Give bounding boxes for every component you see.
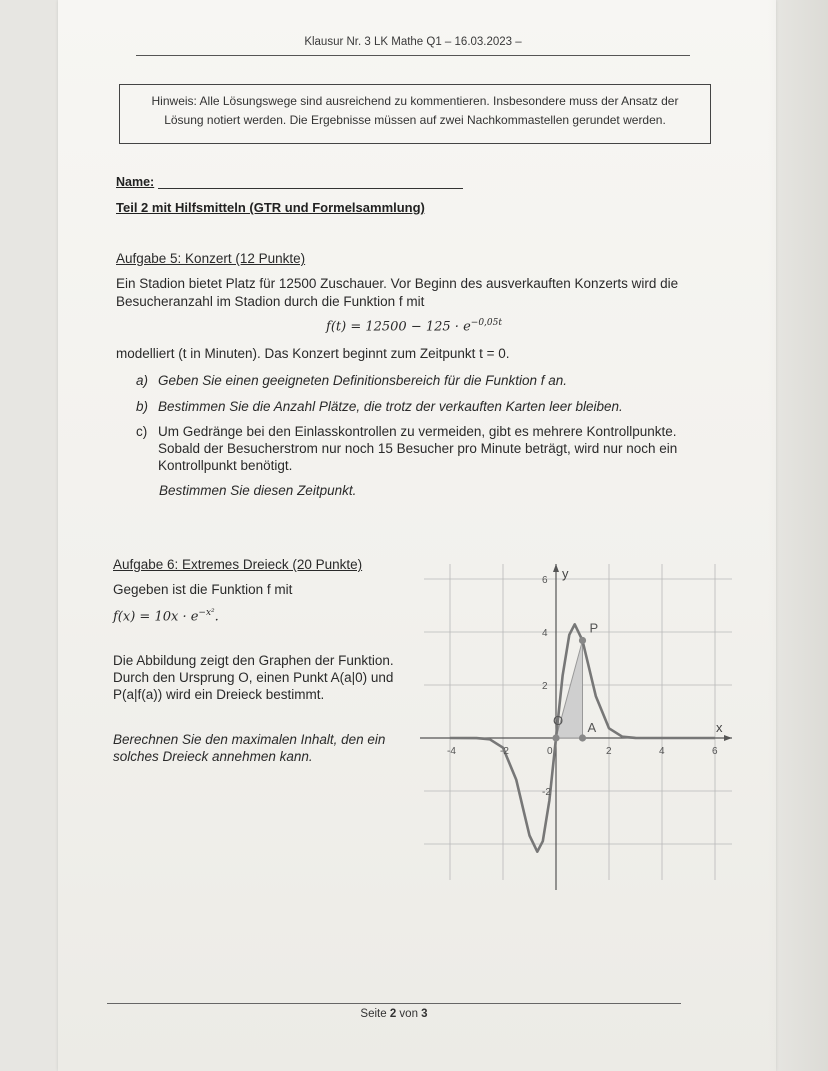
footer-mid: von (396, 1008, 422, 1020)
y-tick-label: 4 (542, 628, 548, 639)
task5-formula (0, 318, 828, 334)
point-label-p: P (589, 620, 599, 636)
task5-model-text: modelliert (t in Minuten). Das Konzert beginnt zum Zeitpunkt t = 0. (116, 346, 510, 361)
y-tick-label: 2 (542, 681, 548, 692)
task6-given: Gegeben ist die Funktion f mit (113, 582, 293, 597)
task5-formula-exponent: −0,05t (470, 318, 502, 328)
x-tick-label: 4 (659, 746, 665, 757)
x-tick-label: -2 (500, 746, 509, 757)
y-axis-arrow (553, 564, 559, 572)
task5-b-text: Bestimmen Sie die Anzahl Plätze, die trotz der verkauften Karten leer bleiben. (158, 399, 623, 414)
point-a (579, 734, 586, 741)
page-footer (107, 1008, 681, 1020)
hint-text: Hinweis: Alle Lösungswege sind ausreichend zu kommentieren. Insbesondere muss der Ansatz der Lösung notiert werden. Die Ergebnisse müssen auf zwei Nachkommastellen gerundet werden. (151, 94, 679, 127)
part-title: Teil 2 mit Hilfsmitteln (GTR und Formelsammlung) (116, 200, 425, 215)
hint-box (119, 84, 711, 144)
task5-title: Aufgabe 5: Konzert (12 Punkte) (116, 251, 306, 266)
x-axis-arrow (724, 735, 732, 741)
task5-b-label: b) (136, 399, 149, 414)
y-tick-label: 6 (542, 575, 548, 586)
footer-page: 2 (389, 1008, 397, 1020)
x-tick-label: 0 (547, 746, 553, 757)
x-tick-label: 6 (712, 746, 718, 757)
task6-task: Berechnen Sie den maximalen Inhalt, den ein solches Dreieck annehmen kann. (113, 732, 386, 764)
task6-formula-base: f(x) = 10x · e (113, 609, 199, 625)
task5-c-label: c) (136, 424, 148, 439)
point-label-o: O (553, 713, 564, 728)
task6-formula (113, 608, 219, 624)
task5-a-label: a) (136, 373, 149, 388)
name-row (116, 174, 463, 189)
x-tick-label: 2 (606, 746, 612, 757)
x-axis-label: x (716, 720, 723, 735)
footer-prefix: Seite (360, 1008, 390, 1020)
task5-formula-base: f(t) = 12500 − 125 · e (326, 319, 471, 335)
task6-desc-2: Durch den Ursprung O, einen Punkt A(a|0) und P(a|f(a)) wird ein Dreieck bestimmt. (113, 670, 394, 702)
name-label: Name: (116, 175, 155, 189)
task6-title: Aufgabe 6: Extremes Dreieck (20 Punkte) (113, 557, 363, 572)
header-divider (136, 55, 690, 56)
footer-total: 3 (421, 1008, 428, 1020)
y-tick-label: -2 (542, 787, 551, 798)
task6-formula-end: . (214, 609, 219, 625)
task5-a (136, 372, 696, 389)
page-header: Klausur Nr. 3 LK Mathe Q1 – 16.03.2023 – (304, 36, 522, 48)
point-p (579, 637, 586, 644)
point-label-a: A (587, 720, 597, 735)
task6-description (113, 652, 403, 703)
x-tick-label: -4 (447, 746, 456, 757)
task5-intro: Ein Stadion bietet Platz für 12500 Zuschauer. Vor Beginn des ausverkauften Konzerts wird die Besucheranzahl im Stadion durch die Funktion f mit (116, 276, 679, 309)
task5-c-task: Bestimmen Sie diesen Zeitpunkt. (159, 483, 357, 498)
task6-formula-exponent: −x² (198, 608, 215, 618)
name-field[interactable] (158, 174, 463, 189)
task5-c (136, 423, 696, 474)
task5-b (136, 398, 696, 415)
page-shadow (768, 0, 828, 1071)
footer-divider (107, 1003, 681, 1004)
function-graph (420, 560, 740, 900)
task5-c-text: Um Gedränge bei den Einlasskontrollen zu vermeiden, gibt es mehrere Kontrollpunkte. Sobald der Besucherstrom nur noch 15 Besucher pro Minute beträgt, wird nur noch ein Kontrollpunkt benötigt. (158, 424, 678, 473)
point-o (552, 734, 559, 741)
exam-sheet (58, 0, 776, 1071)
task5-a-text: Geben Sie einen geeigneten Definitionsbereich für die Funktion f an. (158, 373, 568, 388)
y-axis-label: y (562, 566, 569, 581)
task6-desc-1: Die Abbildung zeigt den Graphen der Funktion. (113, 653, 394, 668)
